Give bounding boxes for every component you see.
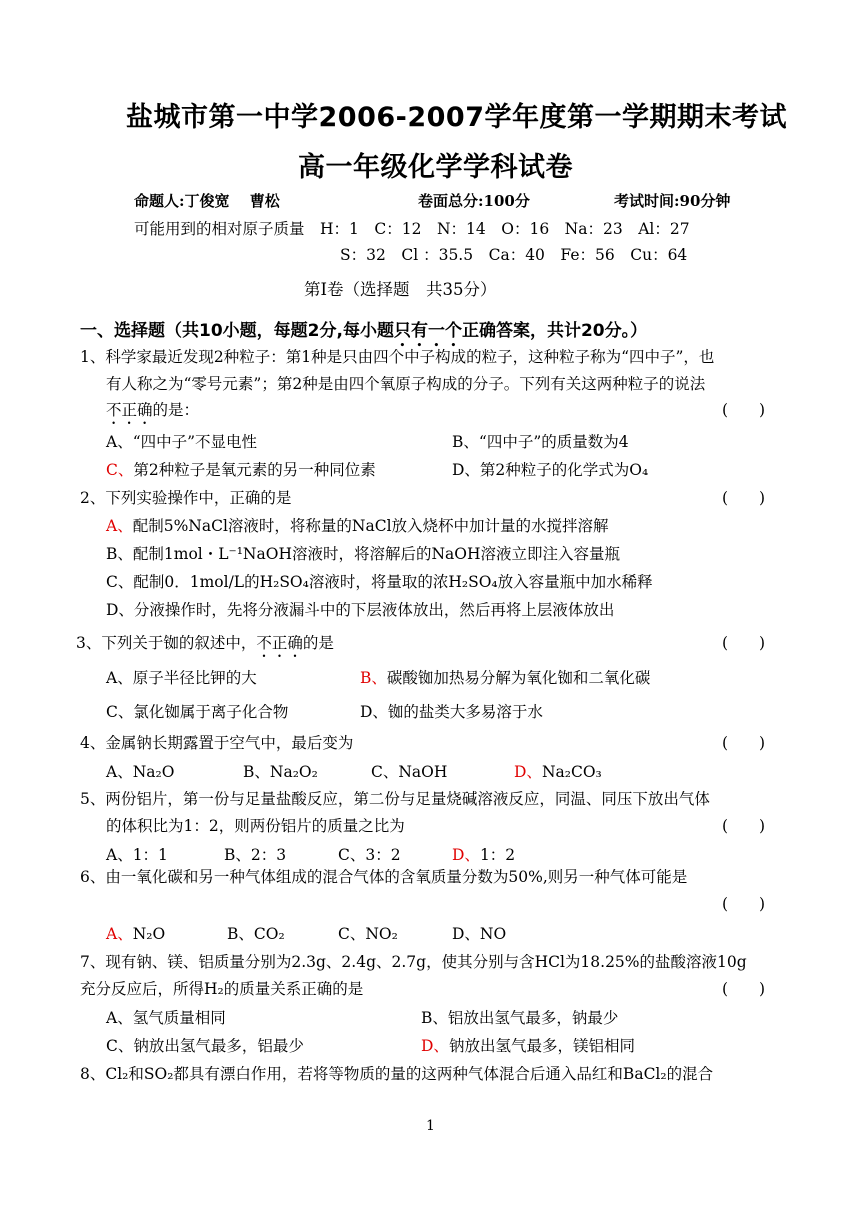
q6-option-b: B、CO₂ — [227, 925, 285, 943]
q7-answer-blank: ( ) — [722, 980, 766, 998]
exam-time-info: 考试时间:90分钟 — [614, 192, 731, 210]
q1-option-b: B、“四中子”的质量数为4 — [452, 433, 629, 451]
exam-subtitle: 高一年级化学学科试卷 — [298, 152, 573, 183]
exam-title: 盐城市第一中学2006-2007学年度第一学期期末考试 — [126, 102, 787, 133]
q3-stem-post: 的是 — [302, 634, 334, 652]
part-heading-pre: 一、选择题（共10小题，每题2分,每小题 — [80, 321, 394, 341]
q8-line1: 8、Cl₂和SO₂都具有漂白作用，若将等物质的量的这两种气体混合后通入品红和BaCl₂的混合 — [80, 1065, 714, 1083]
q1-option-c-marker: C、 — [106, 461, 134, 479]
q4-option-a: A、Na₂O — [106, 763, 175, 781]
author-info: 命题人:丁俊宽 曹松 — [134, 192, 280, 210]
q4-option-c: C、NaOH — [371, 763, 448, 781]
q5-option-d-text: 1：2 — [479, 846, 516, 864]
q5-option-d — [452, 843, 515, 865]
atomic-mass-line2: S：32 Cl ：35.5 Ca：40 Fe：56 Cu：64 — [340, 246, 688, 264]
q1-option-c — [106, 458, 376, 480]
q1-option-d: D、第2种粒子的化学式为O₄ — [452, 461, 649, 479]
q7-option-a: A、氢气质量相同 — [106, 1009, 226, 1027]
q3-emphasis: 不正确 — [256, 634, 303, 652]
q5-option-c: C、3：2 — [338, 846, 401, 864]
q5-line1: 5、两份铝片，第一份与足量盐酸反应，第二份与足量烧碱溶液反应，同温、同压下放出气体 — [80, 790, 710, 808]
q1-line1: 1、科学家最近发现2种粒子：第1种是只由四个中子构成的粒子，这种粒子称为“四中子”，也 — [80, 348, 715, 366]
q6-option-a-text: N₂O — [132, 925, 166, 943]
q4-stem: 4、金属钠长期露置于空气中，最后变为 — [80, 734, 354, 752]
q4-option-d-text: Na₂CO₃ — [541, 763, 602, 781]
q3-option-b — [360, 666, 650, 688]
q3-answer-blank: ( ) — [722, 634, 766, 652]
q3-option-d: D、铷的盐类大多易溶于水 — [360, 703, 543, 721]
q3-option-b-text: 碳酸铷加热易分解为氧化铷和二氧化碳 — [386, 669, 651, 687]
q1-option-c-text: 第2种粒子是氧元素的另一种同位素 — [133, 461, 376, 479]
q3-option-a: A、原子半径比钾的大 — [106, 669, 257, 687]
q7-option-d — [421, 1034, 635, 1056]
q1-answer-blank: ( ) — [722, 401, 766, 419]
q7-line2: 充分反应后，所得H₂的质量关系正确的是 — [80, 980, 364, 998]
q3-stem-pre: 3、下列关于铷的叙述中， — [76, 634, 257, 652]
q5-option-a: A、1：1 — [106, 846, 168, 864]
q2-answer-blank: ( ) — [722, 489, 766, 507]
q1-line3 — [106, 398, 199, 428]
q5-line2: 的体积比为1：2，则两份铝片的质量之比为 — [106, 817, 405, 835]
q5-answer-blank: ( ) — [722, 817, 766, 835]
q2-option-a-marker: A、 — [106, 517, 133, 535]
q6-option-a-marker: A、 — [106, 925, 133, 943]
atomic-mass-line1: 可能用到的相对原子质量 H：1 C：12 N：14 O：16 Na：23 Al：27 — [134, 220, 690, 238]
q1-line3-text: 的是： — [152, 401, 200, 419]
q7-option-b: B、铝放出氢气最多，钠最少 — [421, 1009, 619, 1027]
section-heading: 第Ⅰ卷（选择题 共35分） — [304, 280, 497, 299]
q1-option-a: A、“四中子”不显电性 — [106, 433, 258, 451]
q5-option-b: B、2：3 — [224, 846, 287, 864]
q4-option-d-marker: D、 — [514, 763, 542, 781]
q4-option-b: B、Na₂O₂ — [243, 763, 318, 781]
part-heading-post: 正确答案，共计20分。） — [461, 321, 648, 341]
q2-option-a-text: 配制5%NaCl溶液时，将称量的NaCl放入烧杯中加计量的水搅拌溶解 — [132, 517, 609, 535]
q2-option-a — [106, 514, 609, 536]
q1-line2: 有人称之为“零号元素”；第2种是由四个氧原子构成的分子。下列有关这两种粒子的说法 — [106, 375, 706, 393]
q6-line1: 6、由一氧化碳和另一种气体组成的混合气体的含氧质量分数为50%,则另一种气体可能是 — [80, 868, 688, 886]
page-number: 1 — [426, 1118, 435, 1134]
q6-option-c: C、NO₂ — [338, 925, 398, 943]
q4-answer-blank: ( ) — [722, 734, 766, 752]
q3-stem — [76, 631, 334, 661]
q2-option-d: D、分液操作时，先将分液漏斗中的下层液体放出，然后再将上层液体放出 — [106, 601, 615, 619]
q7-option-c: C、钠放出氢气最多，铝最少 — [106, 1037, 304, 1055]
q4-option-d — [514, 760, 602, 782]
part-heading-emphasis: 只有一个 — [393, 321, 462, 341]
q2-stem: 2、下列实验操作中，正确的是 — [80, 489, 292, 507]
q6-option-d: D、NO — [452, 925, 507, 943]
q2-option-b: B、配制1mol・L⁻¹NaOH溶液时，将溶解后的NaOH溶液立即注入容量瓶 — [106, 545, 620, 563]
q1-emphasis: 不正确 — [106, 401, 153, 419]
q6-answer-blank: ( ) — [722, 895, 766, 913]
q7-option-d-text: 钠放出氢气最多，镁铝相同 — [448, 1037, 635, 1055]
q5-option-d-marker: D、 — [452, 846, 480, 864]
q6-option-a — [106, 922, 165, 944]
q2-option-c: C、配制0．1mol/L的H₂SO₄溶液时，将量取的浓H₂SO₄放入容量瓶中加水稀释 — [106, 573, 653, 591]
total-score-info: 卷面总分:100分 — [418, 192, 530, 210]
q3-option-b-marker: B、 — [360, 669, 387, 687]
q3-option-c: C、氯化铷属于离子化合物 — [106, 703, 289, 721]
q7-line1: 7、现有钠、镁、铝质量分别为2.3g、2.4g、2.7g，使其分别与含HCl为18.25%的盐酸溶液10g — [80, 953, 747, 971]
q7-option-d-marker: D、 — [421, 1037, 449, 1055]
